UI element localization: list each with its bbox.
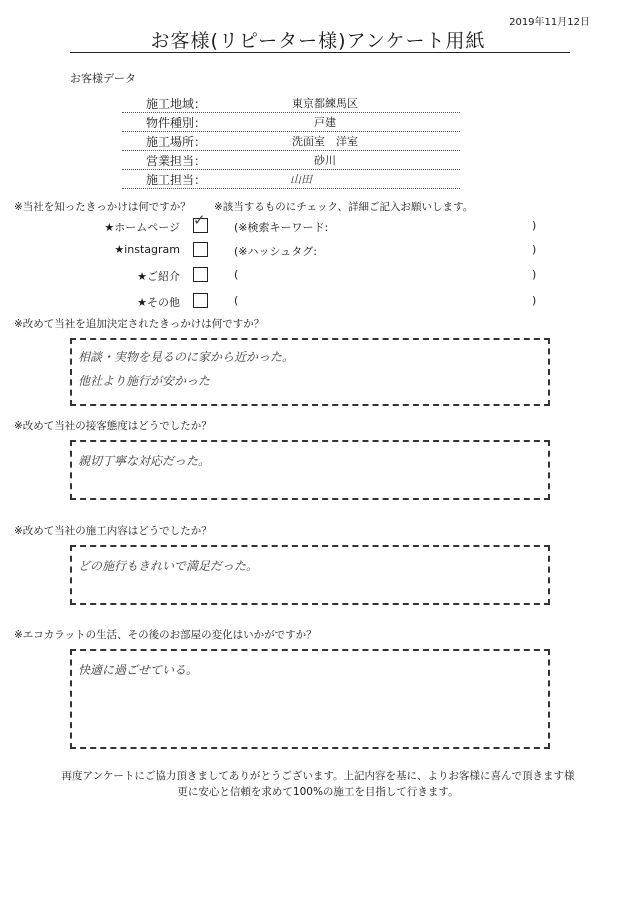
source-detail-homepage: (※検索キーワード:: [234, 221, 329, 234]
question-source-note: ※該当するものにチェック、詳細ご記入お願いします。: [214, 201, 474, 213]
question-decision: ※改めて当社を追加決定されたきっかけは何ですか？: [14, 318, 265, 330]
referral-checkbox[interactable]: [193, 267, 208, 282]
source-label-other: ★その他: [137, 296, 180, 309]
paren-close: ): [532, 243, 537, 256]
paren-close: ): [532, 219, 537, 232]
paren-close: ): [532, 294, 537, 307]
title-underline: [70, 52, 570, 53]
answer-line: 相談・実物を見るのに家から近かった。: [78, 350, 295, 364]
answer-line: 親切丁寧な対応だった。: [78, 454, 211, 468]
row-value-sales: 砂川: [314, 154, 336, 167]
footer-message: [20, 768, 616, 800]
footer-line: 再度アンケートにご協力頂きましてありがとうございます。上記内容を基に、よりお客様に喜んで頂きます様: [61, 770, 575, 782]
question-lifestyle: ※エコカラットの生活、その後のお部屋の変化はいかがですか？: [14, 629, 317, 641]
row-value-area: 東京都練馬区: [292, 97, 358, 110]
row-value-property-type: 戸建: [314, 116, 336, 129]
row-label-property-type: 物件種別：: [146, 116, 207, 130]
question-workmanship: ※改めて当社の施工内容はどうでしたか？: [14, 525, 212, 537]
row-label-installer: 施工担当：: [146, 173, 207, 187]
answer-box-lifestyle[interactable]: [70, 649, 550, 749]
page-title: お客様(リピーター様)アンケート用紙: [150, 30, 486, 52]
source-label-homepage: ★ホームページ: [104, 221, 180, 234]
row-label-location: 施工場所：: [146, 135, 207, 149]
answer-line: 快適に過ごせている。: [78, 663, 199, 677]
source-label-referral: ★ご紹介: [137, 270, 180, 283]
source-label-instagram: ★instagram: [114, 243, 180, 256]
row-label-sales: 営業担当：: [146, 154, 207, 168]
other-checkbox[interactable]: [193, 293, 208, 308]
answer-box-workmanship[interactable]: [70, 545, 550, 605]
answer-line: どの施行もきれいで満足だった。: [78, 559, 259, 573]
row-label-area: 施工地域：: [146, 97, 207, 111]
answer-box-decision[interactable]: [70, 338, 550, 406]
row-divider: [122, 169, 460, 170]
footer-line: 更に安心と信頼を求めて100%の施工を目指して行きます。: [177, 786, 459, 798]
paren-close: ): [532, 268, 537, 281]
source-detail-referral: (: [234, 268, 239, 281]
row-divider: [122, 112, 460, 113]
homepage-checkbox[interactable]: [193, 211, 208, 233]
row-value-location: 洗面室 洋室: [292, 135, 358, 148]
instagram-checkbox[interactable]: [193, 242, 208, 257]
survey-date: 2019年11月12日: [509, 17, 590, 28]
answer-line: 他社より施行が安かった: [78, 374, 211, 388]
answer-box-service[interactable]: [70, 440, 550, 500]
question-service: ※改めて当社の接客態度はどうでしたか？: [14, 420, 212, 432]
question-source: ※当社を知ったきっかけは何ですか？: [14, 201, 191, 213]
customer-data-heading: お客様データ: [70, 72, 136, 85]
source-detail-instagram: (※ハッシュタグ:: [234, 245, 317, 258]
source-detail-other: (: [234, 294, 239, 307]
row-divider: [122, 150, 460, 151]
row-divider: [122, 131, 460, 132]
row-divider: [122, 188, 460, 189]
row-value-installer: 山田: [290, 173, 312, 186]
checkmark-icon: ✓: [193, 211, 206, 229]
